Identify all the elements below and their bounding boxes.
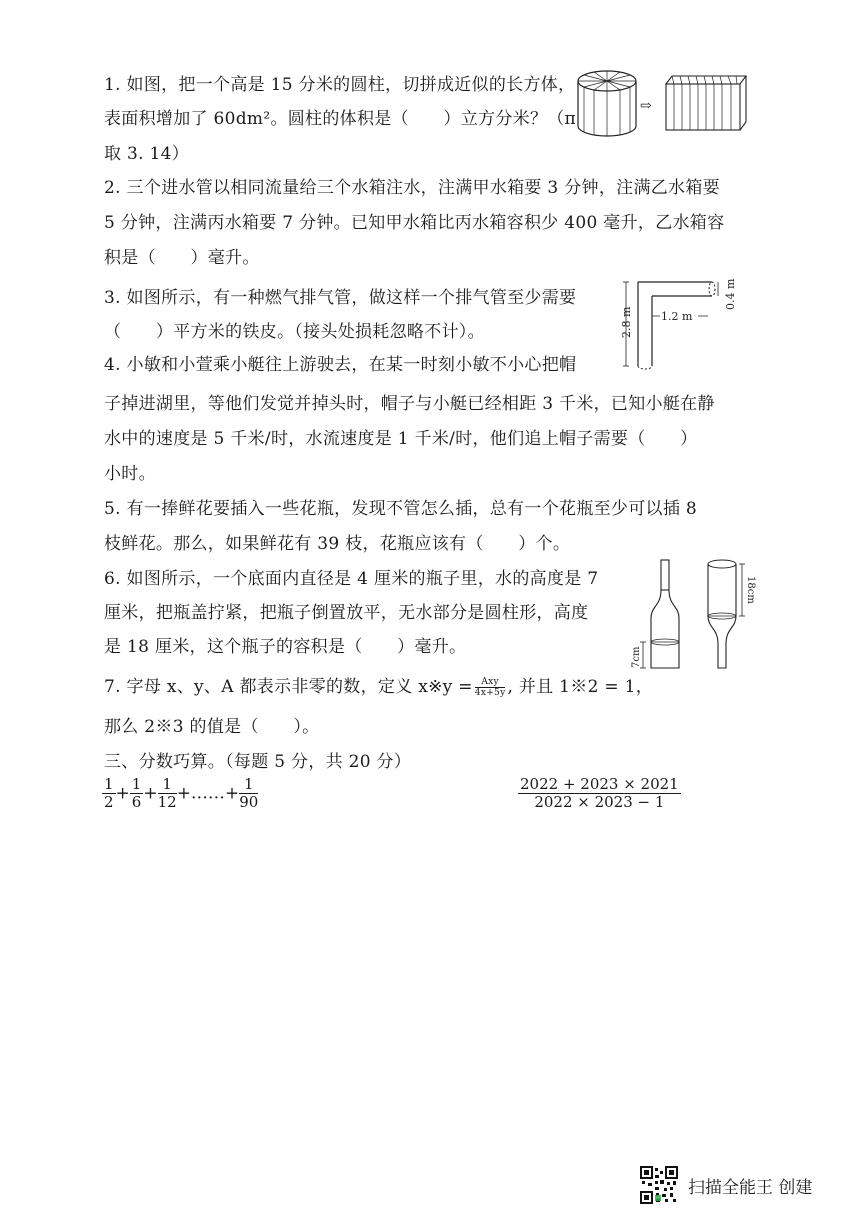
calc1-f4-denominator: 90 xyxy=(239,793,259,812)
q3-height-label: 2.8 m xyxy=(620,306,633,338)
section3-title: 三、分数巧算。（每题 5 分，共 20 分） xyxy=(104,752,412,772)
calc1-f1-denominator: 2 xyxy=(104,793,114,812)
calc1-op3: +……+ xyxy=(176,783,240,804)
q6-line2: 厘米，把瓶盖拧紧，把瓶子倒置放平，无水部分是圆柱形，高度 xyxy=(104,603,589,623)
q7-fraction-numerator: Axy xyxy=(475,677,506,688)
calc1-fraction-2 xyxy=(130,776,144,812)
calc1-f4-numerator: 1 xyxy=(239,776,258,794)
calc1-f3-denominator: 12 xyxy=(157,793,177,812)
q1-line2: 表面积增加了 60dm²。圆柱的体积是（ ）立方分米？（π xyxy=(104,109,577,129)
q1-cylinder-figure xyxy=(574,66,754,146)
scanner-watermark xyxy=(640,1166,812,1204)
q2-line3: 积是（ ）毫升。 xyxy=(104,248,260,268)
q3-width-label: 1.2 m xyxy=(661,310,693,323)
q6-bottle-figure xyxy=(628,556,758,682)
q3-diameter-label: 0.4 m xyxy=(724,278,737,310)
q5-line2: 枝鲜花。那么，如果鲜花有 39 枝，花瓶应该有（ ）个。 xyxy=(104,534,571,554)
q5-line1: 5. 有一捧鲜花要插入一些花瓶，发现不管怎么插，总有一个花瓶至少可以插 8 xyxy=(104,499,697,519)
calc1-op1: + xyxy=(115,783,130,804)
calc1-op2: + xyxy=(143,783,158,804)
q1-line1: 1. 如图，把一个高是 15 分米的圆柱，切拼成近似的长方体， xyxy=(104,75,576,95)
q4-line3: 水中的速度是 5 千米/时，水流速度是 1 千米/时，他们追上帽子需要（ ） xyxy=(104,429,698,449)
q4-line1: 4. 小敏和小萱乘小艇往上游驶去，在某一时刻小敏不小心把帽 xyxy=(104,355,577,375)
q4-line2: 子掉进湖里，等他们发觉并掉头时，帽子与小艇已经相距 3 千米，已知小艇在静 xyxy=(104,394,715,414)
q1-line3: 取 3. 14） xyxy=(104,144,190,164)
q3-pipe-figure xyxy=(612,276,742,376)
q7-fraction-denominator: 4x+5y xyxy=(474,688,506,698)
q2-line1: 2. 三个进水管以相同流量给三个水箱注水，注满甲水箱要 3 分钟，注满乙水箱要 xyxy=(104,178,720,198)
watermark-text: 扫描全能王 创建 xyxy=(688,1177,813,1198)
calc1-f3-numerator: 1 xyxy=(158,776,177,794)
calc2-fraction xyxy=(518,776,681,812)
calc1-fraction-3 xyxy=(158,776,177,812)
qr-code-icon xyxy=(640,1166,678,1204)
svg-text:⇨: ⇨ xyxy=(640,98,652,114)
q6-line3: 是 18 厘米，这个瓶子的容积是（ ）毫升。 xyxy=(104,637,467,657)
q7-prefix: 7. 字母 x、y、A 都表示非零的数，定义 x※y = xyxy=(104,677,473,697)
q4-line4: 小时。 xyxy=(104,464,156,484)
calc1-fraction-4 xyxy=(239,776,258,812)
q2-line2: 5 分钟，注满丙水箱要 7 分钟。已知甲水箱比丙水箱容积少 400 毫升，乙水箱容 xyxy=(104,213,725,233)
q3-line2: （ ）平方米的铁皮。（接头处损耗忽略不计）。 xyxy=(104,322,485,342)
q6-water-label: 7cm xyxy=(631,646,642,668)
q6-line1: 6. 如图所示，一个底面内直径是 4 厘米的瓶子里，水的高度是 7 xyxy=(104,569,599,589)
q7-suffix: , 并且 1※2 = 1， xyxy=(507,677,654,697)
q7-line1 xyxy=(104,672,653,698)
calc1-f2-numerator: 1 xyxy=(131,775,142,793)
calc1-expression xyxy=(102,776,258,812)
q7-fraction xyxy=(475,677,506,699)
calc1-f2-denominator: 6 xyxy=(131,793,142,812)
calc1-fraction-1 xyxy=(102,776,116,812)
calc2-numerator: 2022 + 2023 × 2021 xyxy=(520,775,679,793)
calc2-expression xyxy=(518,776,681,812)
q3-line1: 3. 如图所示，有一种燃气排气管，做这样一个排气管至少需要 xyxy=(104,288,577,308)
q6-air-label: 18cm xyxy=(745,576,756,604)
q7-line2: 那么 2※3 的值是（ ）。 xyxy=(104,717,320,737)
calc2-denominator: 2022 × 2023 − 1 xyxy=(534,793,665,812)
calc1-f1-numerator: 1 xyxy=(104,775,114,793)
